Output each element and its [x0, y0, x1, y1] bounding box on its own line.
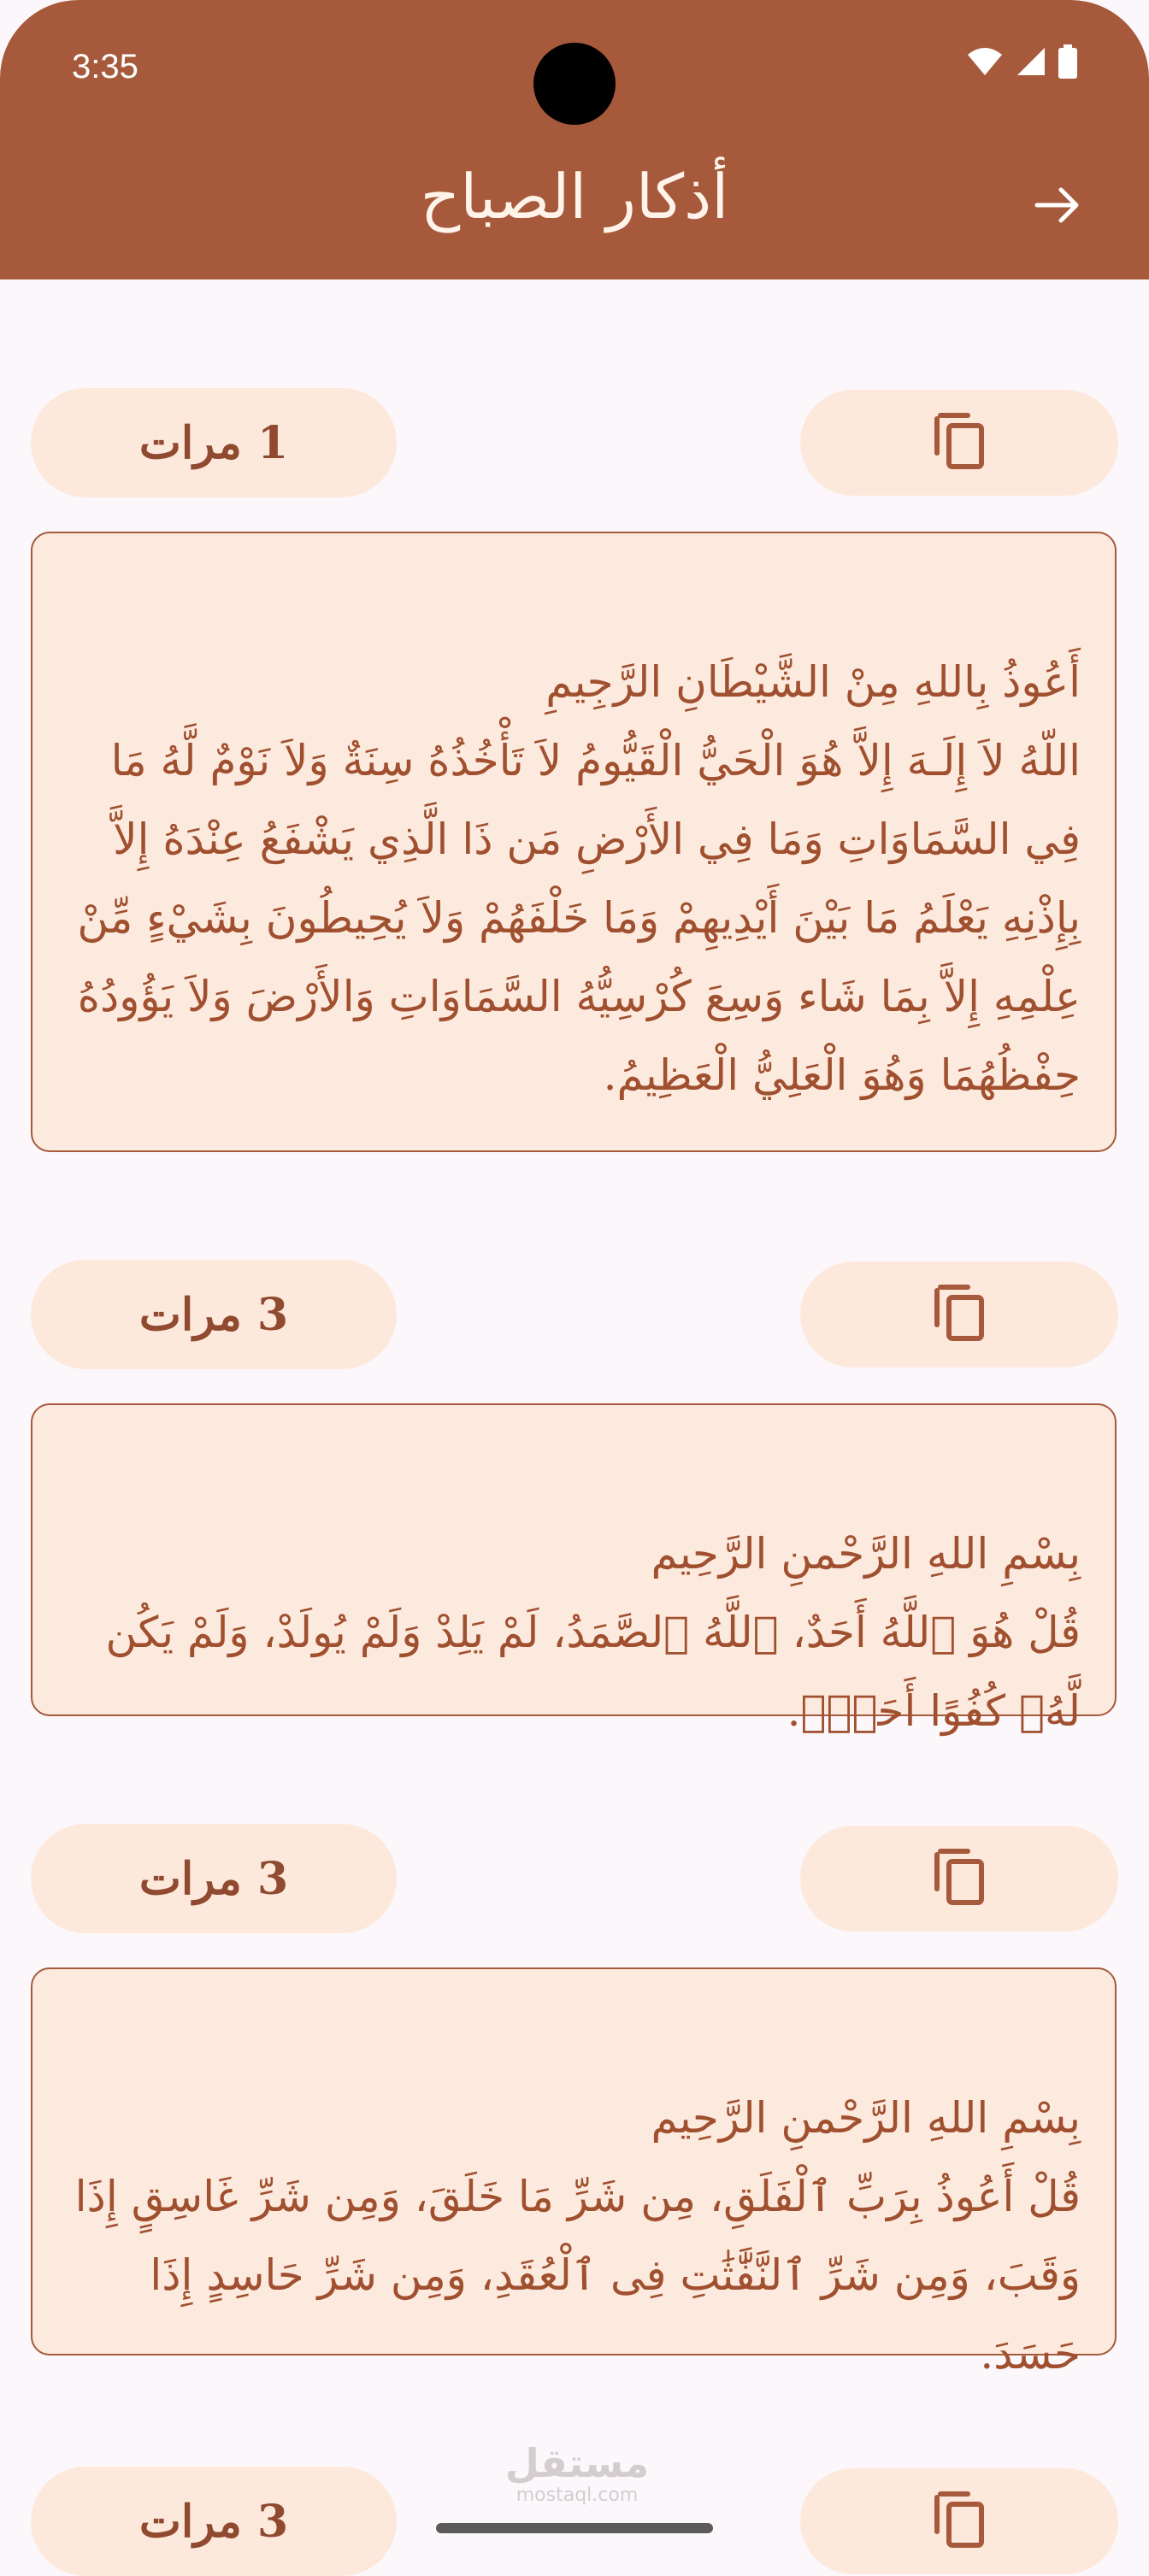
wifi-icon	[966, 46, 1004, 77]
status-time: 3:35	[72, 48, 138, 85]
home-indicator[interactable]	[436, 2523, 713, 2533]
back-button[interactable]	[1028, 183, 1087, 231]
copy-button[interactable]	[800, 1262, 1118, 1367]
copy-button[interactable]	[800, 2468, 1118, 2574]
arrow-right-icon	[1034, 186, 1081, 227]
copy-icon	[932, 1282, 987, 1347]
repeat-count-label: 3 مرات	[138, 2495, 289, 2548]
repeat-count-button[interactable]	[31, 388, 397, 497]
repeat-count-button[interactable]	[31, 1824, 397, 1933]
copy-icon	[932, 410, 987, 475]
copy-button[interactable]	[800, 1826, 1118, 1932]
copy-icon	[932, 1846, 987, 1911]
zikr-text-card	[31, 1403, 1117, 1736]
status-icons	[966, 44, 1077, 79]
copy-icon	[932, 2489, 987, 2554]
page-title: أذكار الصباح	[420, 161, 729, 232]
watermark-logo	[504, 2441, 650, 2506]
camera-cutout	[533, 43, 616, 125]
battery-icon	[1058, 44, 1077, 79]
repeat-count-button[interactable]	[31, 2467, 397, 2576]
repeat-count-button[interactable]	[31, 1260, 397, 1369]
watermark-main: مستقل	[504, 2440, 650, 2486]
zikr-text: أَعُوذُ بِاللهِ مِنْ الشَّيْطَانِ الرَّجِيمِ اللّهُ لاَ إِلَـهَ إِلاَّ هُوَ الْحَيُّ الْقَيُّومُ لاَ تَأْخُذُهُ سِنَةٌ وَلاَ نَوْمٌ لَّهُ مَا فِي السَّمَاوَاتِ وَمَا فِي الأَرْضِ مَن ذَا الَّذِي يَشْفَعُ عِنْدَهُ إِلاَّ بِإِذْنِهِ يَعْلَمُ مَا بَيْنَ أَيْدِيهِمْ وَمَا خَلْفَهُمْ وَلاَ يُحِيطُونَ بِشَيْءٍ مِّنْ عِلْمِهِ إِلاَّ بِمَا شَاء وَسِعَ كُرْسِيُّهُ السَّمَاوَاتِ وَالأَرْضَ وَلاَ يَؤُودُهُ حِفْظُهُمَا وَهُوَ الْعَلِيُّ الْعَظِيمُ.	[77, 657, 1081, 1100]
repeat-count-label: 3 مرات	[138, 1852, 289, 1905]
zikr-text-card	[31, 532, 1117, 1152]
repeat-count-label: 3 مرات	[138, 1288, 289, 1341]
zikr-text: بِسْمِ اللهِ الرَّحْمنِ الرَّحِيم قُلْ أَعُوذُ بِرَبِّ ٱلْفَلَقِ، مِن شَرِّ مَا خَلَقَ، وَمِن شَرِّ غَاسِقٍ إِذَا وَقَبَ، وَمِن شَرِّ ٱلنَّفَّٰثَٰتِ فِى ٱلْعُقَدِ، وَمِن شَرِّ حَاسِدٍ إِذَا حَسَدَ.	[74, 2093, 1081, 2379]
zikr-text: بِسْمِ اللهِ الرَّحْمنِ الرَّحِيم قُلْ هُوَ ٱللَّهُ أَحَدٌ، ٱللَّهُ ٱلصَّمَدُ، لَمْ يَلِدْ وَلَمْ يُولَدْ، وَلَمْ يَكُن لَّهُۥ كُفُوًا أَحَدٌۢ.	[105, 1529, 1081, 1736]
repeat-count-label: 1 مرات	[138, 416, 289, 469]
signal-icon	[1016, 46, 1046, 77]
watermark-sub: mostaql.com	[516, 2485, 639, 2506]
copy-button[interactable]	[800, 390, 1118, 496]
app-bar	[0, 0, 1149, 279]
zikr-text-card	[31, 1967, 1117, 2379]
